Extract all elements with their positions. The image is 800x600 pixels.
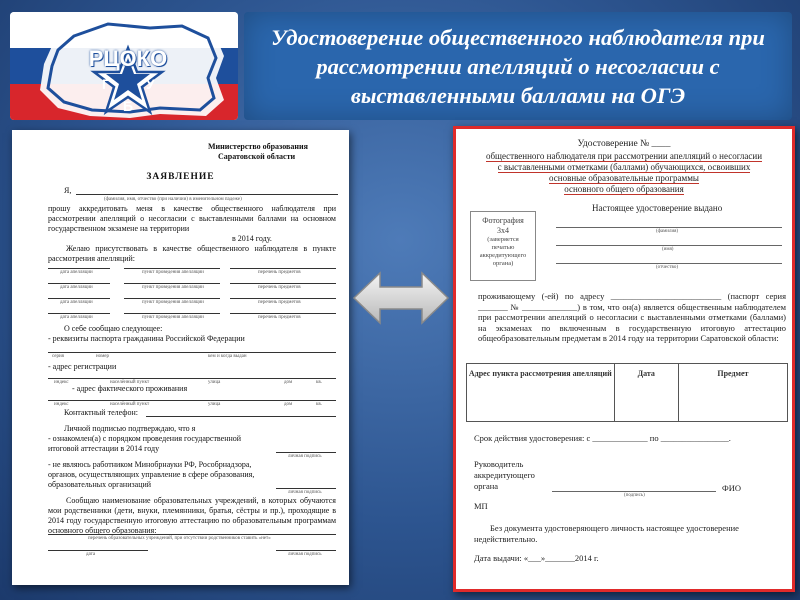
reg-city-hint: населённый пункт (110, 380, 150, 385)
act-house-hint: дом (284, 402, 293, 407)
reg-house-hint: дом (284, 380, 293, 385)
head-sign-hint: (подпись) (624, 493, 645, 498)
logo-letter-b: Б (123, 98, 134, 114)
surname-hint: (фамилия) (656, 229, 679, 234)
subjects-hint-2: перечень предметов (258, 285, 301, 290)
year-text: в 2014 году. (232, 234, 272, 243)
logo-text: РЦОКО (88, 46, 168, 71)
photo-note-3: аккредитующего (479, 252, 527, 259)
cert-line-2: с выставленными отметками (баллами) обучающихся, освоивших (497, 162, 751, 172)
i-label: Я, (64, 186, 72, 195)
act-city-hint: населённый пункт (110, 402, 150, 407)
photo-size: 3х4 (497, 226, 509, 235)
cert-line-1: общественного наблюдателя при рассмотрении апелляций о несогласии (485, 151, 763, 161)
date-hint-2: дата апелляции (60, 285, 93, 290)
actual-address-label: - адрес фактического проживания (72, 384, 188, 393)
passport-number-hint: номер (96, 354, 109, 359)
table-header-date: Дата (614, 364, 678, 422)
patronymic-hint: (отчество) (656, 265, 679, 270)
about-heading: О себе сообщаю следующее: (64, 324, 163, 333)
issue-date: Дата выдачи: «___»_______2014 г. (474, 553, 599, 563)
date-hint: дата (86, 552, 96, 557)
passport-series-hint: серия (52, 354, 64, 359)
cert-line-3: основные образовательные программы (549, 173, 699, 183)
reg-street-hint: улица (208, 380, 221, 385)
application-para-2: Желаю присутствовать в качестве общественного наблюдателя в пункте рассмотрения апелляций: (48, 244, 336, 263)
not-employee-line-1: - не являюсь работником Минобрнауки РФ, Рособрнадзора, (48, 460, 252, 469)
ministry-line-1: Министерство образования (208, 142, 308, 151)
fio-label: ФИО (722, 483, 741, 493)
reg-address-label: - адрес регистрации (48, 362, 117, 371)
firstname-hint: (имя) (662, 247, 674, 252)
act-flat-hint: кв. (316, 402, 323, 407)
passport-issued-hint: кем и когда выдан (208, 354, 247, 359)
signature-line-2[interactable] (276, 488, 336, 489)
passport-label: - реквизиты паспорта гражданина Российской Федерации (48, 334, 245, 343)
act-index-hint: индекс (54, 402, 69, 407)
subjects-hint-3: перечень предметов (258, 300, 301, 305)
name-hint: (фамилия, имя, отчество (при наличии) в именительном падеже) (104, 197, 242, 202)
application-title: ЗАЯВЛЕНИЕ (146, 172, 215, 182)
ministry-line-2: Саратовской области (218, 152, 296, 161)
point-hint-2: пункт проведения апелляции (142, 285, 204, 290)
point-line-3[interactable] (124, 298, 220, 299)
no-document-note: Без документа удостоверяющего личность настоящее удостоверение недействительно. (474, 523, 739, 544)
schools-hint: перечень образовательных учреждений, при отсутствии родственников ставить «нет» (88, 536, 271, 541)
phone-line[interactable] (146, 416, 336, 417)
point-line-1[interactable] (124, 268, 220, 269)
signature-hint-2: личная подпись (288, 490, 322, 495)
signature-line-3[interactable] (276, 550, 336, 551)
familiar-line-2: итоговой аттестации в 2014 году (48, 444, 160, 453)
familiar-line-1: - ознакомлен(а) с порядком проведения государственной (48, 434, 242, 443)
date-line-1[interactable] (48, 268, 110, 269)
head-label-3: органа (474, 481, 499, 491)
photo-note-2: печатью (491, 244, 515, 251)
phone-label: Контактный телефон: (64, 408, 138, 417)
logo-letter-g: Г (102, 76, 110, 92)
not-employee-line-3: образовательных организаций (48, 480, 152, 489)
date-line-3[interactable] (48, 298, 110, 299)
certificate-body: проживающему (-ей) по адресу __________________________ (паспорт серия _______ № _____________) в том, что он(а) является общественным наблюдателем при рассмотрении апелляций о несогласии с выставленными отметками (баллами) на экзаменах по включенным в государственную итоговую аттестацию общеобразовательным предметам в 2014 году на территории Саратовской области: (478, 291, 786, 343)
double-arrow-icon (352, 270, 450, 326)
reg-index-hint: индекс (54, 380, 69, 385)
logo (10, 12, 238, 120)
surname-line[interactable] (556, 227, 782, 228)
subjects-line-2[interactable] (230, 283, 336, 284)
patronymic-line[interactable] (556, 263, 782, 264)
subjects-line-4[interactable] (230, 313, 336, 314)
point-hint-1: пункт проведения апелляции (142, 270, 204, 275)
date-line-2[interactable] (48, 283, 110, 284)
sign-confirm-text: Личной подписью подтверждаю, что я (64, 424, 196, 433)
subjects-hint-1: перечень предметов (258, 270, 301, 275)
firstname-line[interactable] (556, 245, 782, 246)
schools-paragraph: Сообщаю наименование образовательных учреждений, в которых обучаются мои родственники (дети, внуки, племянники, братья, сёстры и пр.), проходящие в 2014 году государственную итоговую аттестацию по образовательным программам основного общего образования: (48, 496, 336, 535)
subjects-line-3[interactable] (230, 298, 336, 299)
signature-hint-1: личная подпись (288, 454, 322, 459)
header-panel (244, 12, 792, 120)
point-line-2[interactable] (124, 283, 220, 284)
reg-address-line[interactable] (48, 378, 336, 379)
validity-text: Срок действия удостоверения: с _____________ по ________________. (474, 433, 731, 443)
photo-box (470, 211, 536, 281)
passport-line[interactable] (48, 352, 336, 353)
table-header-address: Адрес пункта рассмотрения апелляций (467, 364, 615, 422)
appeals-table (466, 363, 788, 421)
point-line-4[interactable] (124, 313, 220, 314)
head-label-2: аккредитующего (474, 470, 535, 480)
stamp-place: МП (474, 501, 488, 511)
logo-letter-u: У (146, 76, 155, 92)
date-hint-3: дата апелляции (60, 300, 93, 305)
point-hint-4: пункт проведения апелляции (142, 315, 204, 320)
photo-note-4: органа) (492, 260, 514, 267)
photo-note-1: (заверяется (487, 236, 519, 243)
head-label-1: Руководитель (474, 459, 524, 469)
page-title: Удостоверение общественного наблюдателя при рассмотрении апелляций о несогласии с выставленными баллами на ОГЭ (271, 24, 765, 108)
actual-address-line[interactable] (48, 400, 336, 401)
subjects-line-1[interactable] (230, 268, 336, 269)
date-line-4[interactable] (48, 313, 110, 314)
certificate-document (453, 126, 795, 592)
point-hint-3: пункт проведения апелляции (142, 300, 204, 305)
photo-label: Фотография (482, 216, 524, 225)
application-para-1: прошу аккредитовать меня в качестве общественного наблюдателя при рассмотрении апелляций о несогласии с выставленными баллами на основном государственном экзамене на территории (48, 204, 336, 233)
issued-to-label: Настоящее удостоверение выдано (592, 203, 723, 213)
application-form-document (12, 130, 349, 585)
head-signature-line[interactable] (552, 491, 716, 492)
act-street-hint: улица (208, 402, 221, 407)
reg-flat-hint: кв. (316, 380, 323, 385)
signature-hint-3: личная подпись (288, 552, 322, 557)
date-hint-1: дата апелляции (60, 270, 93, 275)
subjects-hint-4: перечень предметов (258, 315, 301, 320)
name-line[interactable] (76, 194, 338, 195)
schools-line[interactable] (48, 534, 336, 535)
signature-line-1[interactable] (276, 452, 336, 453)
date-hint-4: дата апелляции (60, 315, 93, 320)
date-line[interactable] (48, 550, 148, 551)
certificate-number: Удостоверение № ____ (577, 139, 671, 149)
table-header-subject: Предмет (678, 364, 787, 422)
not-employee-line-2: органов, осуществляющих управление в сфере образования, (48, 470, 255, 479)
cert-line-4: основного общего образования (564, 184, 684, 194)
